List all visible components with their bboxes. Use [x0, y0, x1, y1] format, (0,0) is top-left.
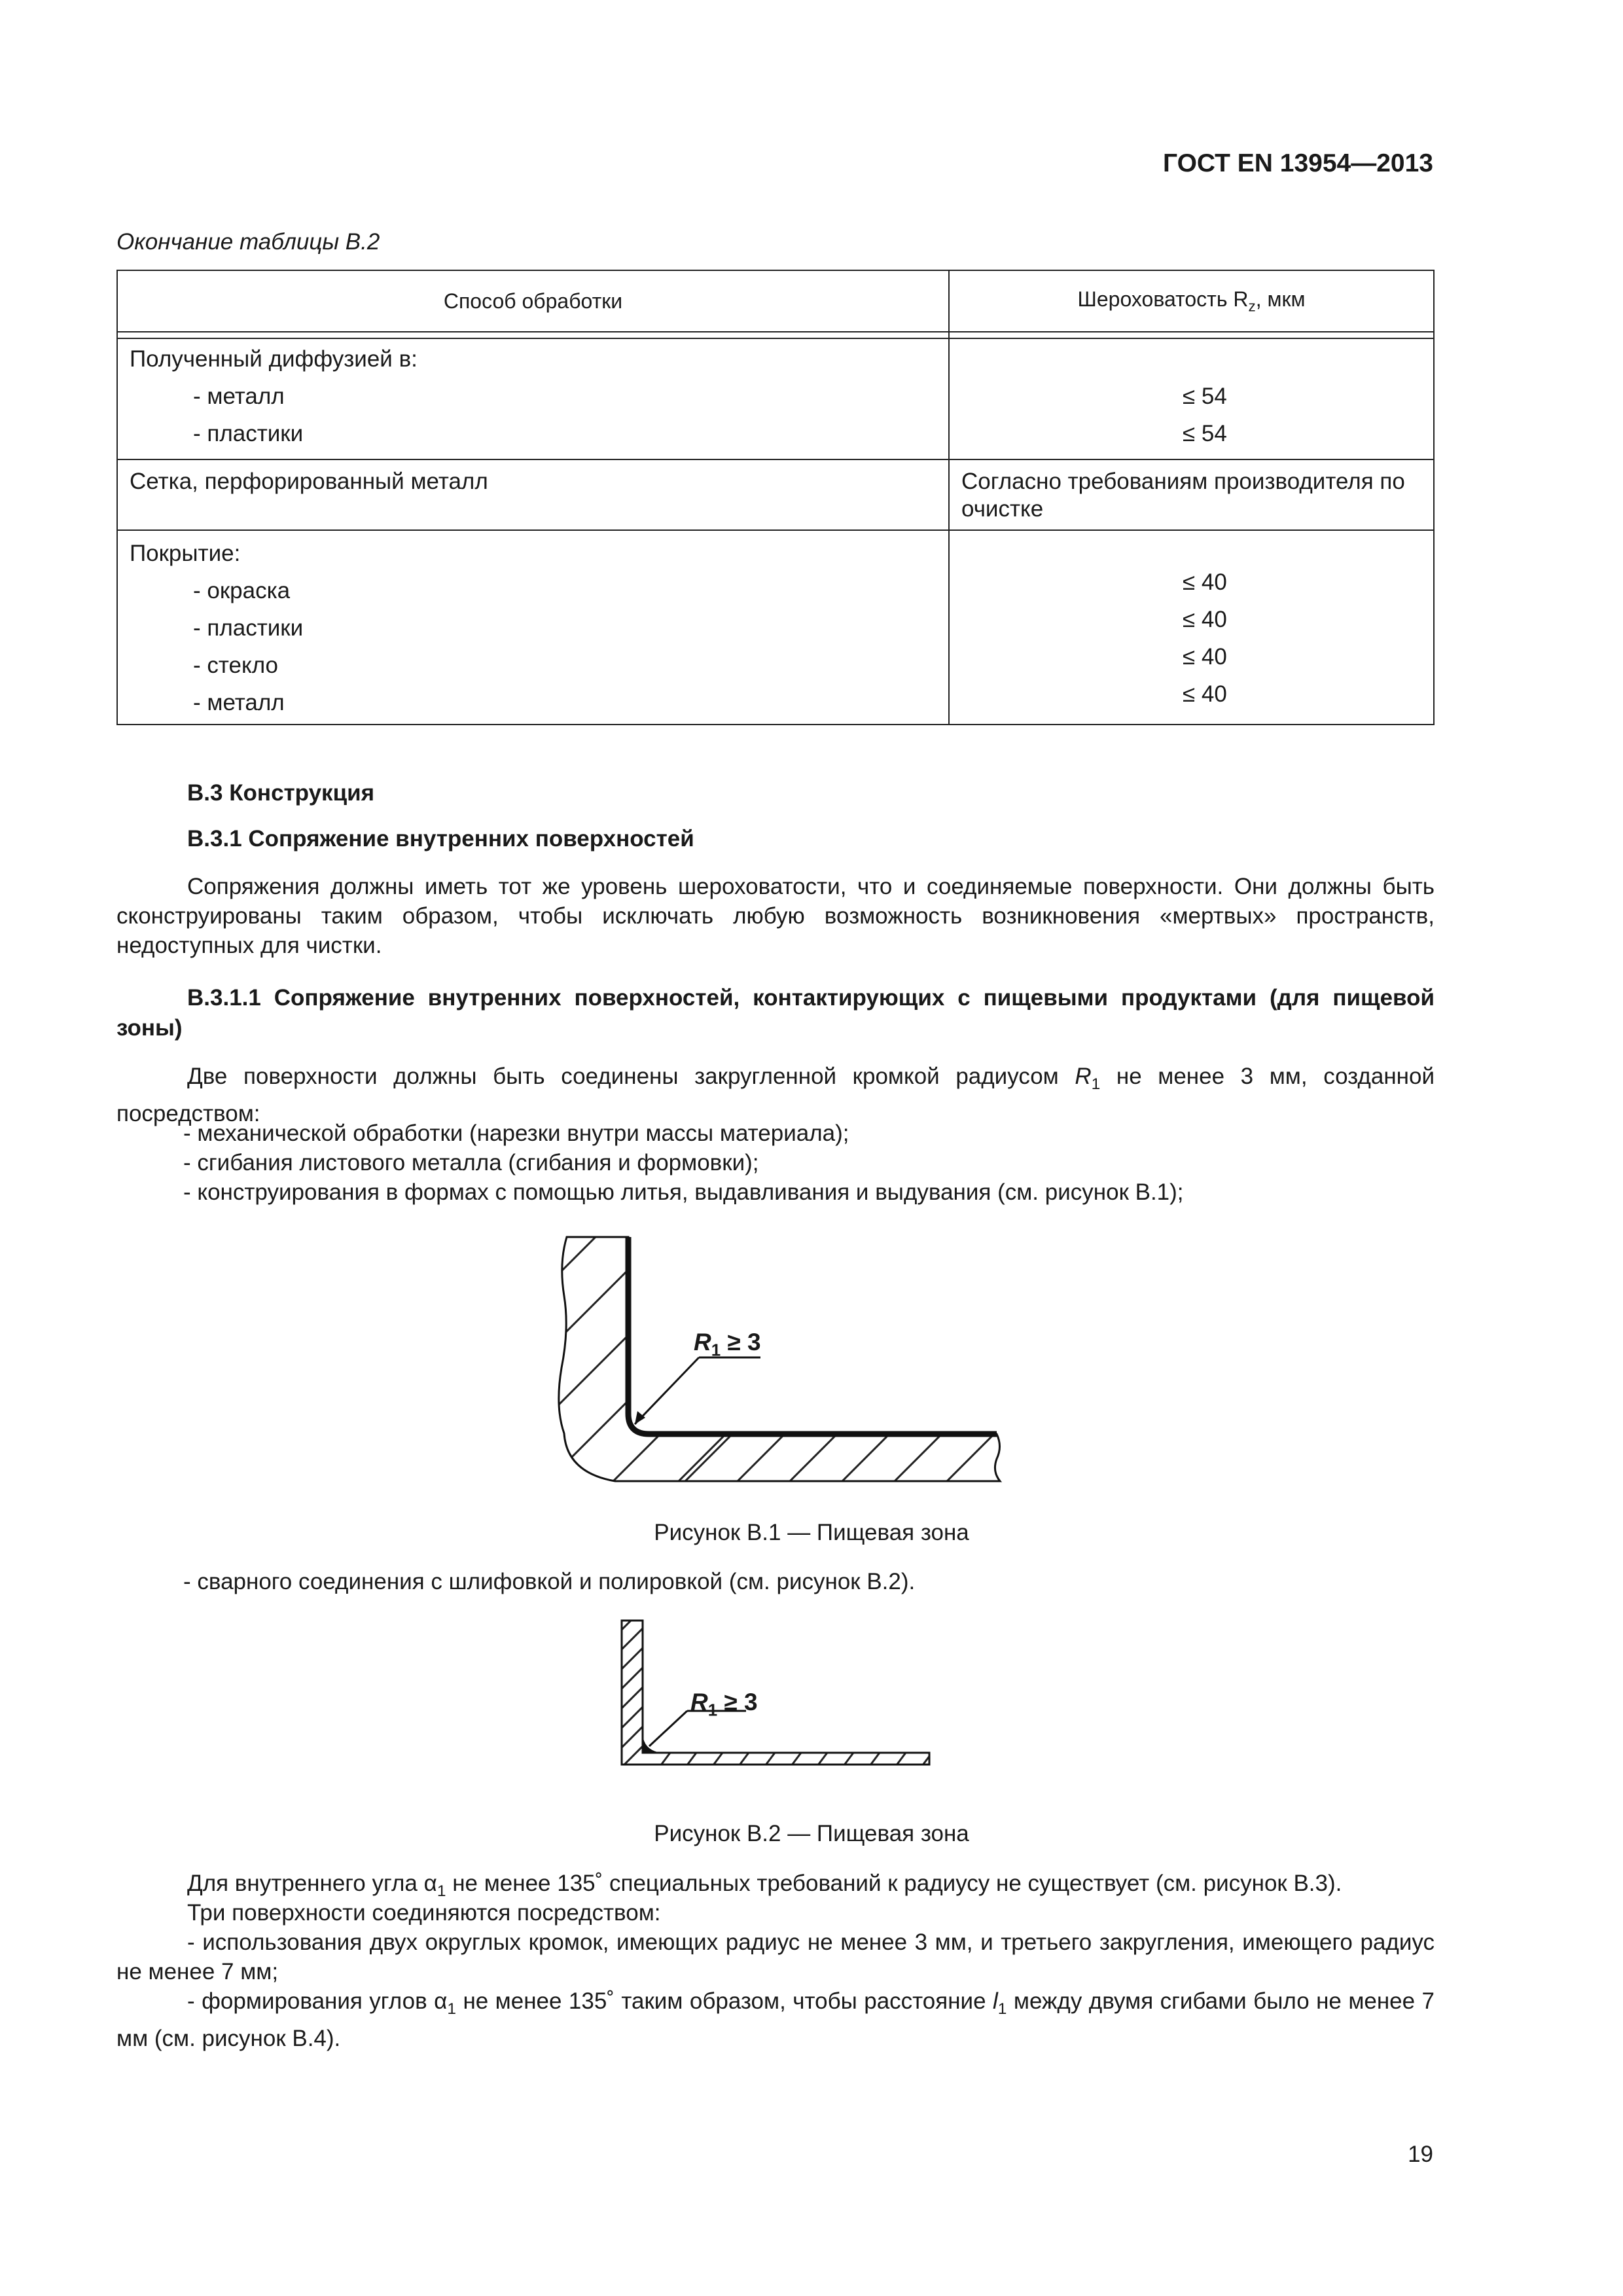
roughness-table	[116, 270, 1435, 725]
header-gap-row	[117, 332, 1434, 338]
col-header-roughness: Шероховатость $R_z$, мкм	[949, 270, 1434, 332]
row-value: ≤ 54	[1183, 421, 1227, 446]
figure-b2-label: $R_1 \ge 3$	[690, 1689, 758, 1720]
page-number: 19	[1408, 2142, 1433, 2167]
row-value: ≤ 40	[1183, 644, 1227, 670]
section-title-b311: В.3.1.1 Сопряжение внутренних поверхностей, контактирующих с пищевыми продуктами (для пищевой зоны)	[116, 985, 1435, 1041]
figure-b1-caption: Рисунок В.1 — Пищевая зона	[654, 1520, 969, 1545]
section-title-b3: В.3 Конструкция	[187, 780, 375, 806]
row-label: Покрытие:	[130, 541, 241, 566]
row-item: - пластики	[193, 421, 304, 446]
paragraph-three-surfaces: Три поверхности соединяются посредством:	[187, 1900, 661, 1926]
row-value: ≤ 54	[1183, 384, 1227, 409]
row-item: - стекло	[193, 653, 278, 678]
figure-b1-drawing	[550, 1224, 1014, 1486]
figure-b2-drawing	[615, 1610, 942, 1780]
row-item: - металл	[193, 690, 285, 715]
paragraph-inner-angle: Для внутреннего угла $\alpha_1$ не менее 135˚ специальных требований к радиусу не существует (см. рисунок В.3).	[187, 1871, 1342, 1900]
paragraph-two-edges: - использования двух округлых кромок, имеющих радиус не менее 3 мм, и третьего закругления, имеющего радиус не менее 7 мм;	[116, 1929, 1435, 1984]
section-title-b31: В.3.1 Сопряжение внутренних поверхностей	[187, 826, 694, 852]
table-caption: Окончание таблицы B.2	[116, 229, 380, 255]
figure-b2-caption: Рисунок В.2 — Пищевая зона	[654, 1821, 969, 1846]
table-row	[117, 338, 1434, 459]
row-label: Сетка, перфорированный металл	[130, 469, 488, 494]
row-item: - окраска	[193, 578, 291, 603]
col-header-method: Способ обработки	[117, 270, 949, 332]
table-row	[117, 459, 1434, 530]
paragraph-angles: - формирования углов $\alpha_1$ не менее 135˚ таким образом, чтобы расстояние $l_1$ между двумя сгибами было не менее 7 мм (см. рисунок В.4).	[116, 1988, 1435, 2051]
list-item: - сварного соединения с шлифовкой и полировкой (см. рисунок В.2).	[183, 1569, 916, 1594]
row-value: ≤ 40	[1183, 681, 1227, 707]
paragraph-b31: Сопряжения должны иметь тот же уровень шероховатости, что и соединяемые поверхности. Они должны быть сконструированы таким образом, чтобы исключать любую возможность возникновения «мертвых» пространств, недоступных для чистки.	[116, 874, 1435, 958]
table-header-row	[117, 270, 1434, 332]
row-value: Согласно требованиям производителя по очистке	[961, 469, 1405, 522]
list-item: - конструирования в формах с помощью литья, выдавливания и выдувания (см. рисунок В.1);	[183, 1179, 1184, 1205]
row-item: - металл	[193, 384, 285, 409]
row-value: ≤ 40	[1183, 607, 1227, 632]
row-value: ≤ 40	[1183, 569, 1227, 595]
table-row	[117, 530, 1434, 725]
list-item: - механической обработки (нарезки внутри массы материала);	[183, 1121, 849, 1146]
row-label: Полученный диффузией в:	[130, 346, 418, 372]
row-item: - пластики	[193, 615, 304, 641]
paragraph-b311: Две поверхности должны быть соединены закругленной кромкой радиусом $R_1$ не менее 3 мм, созданной посредством:	[116, 1064, 1435, 1126]
figure-b1-label: $R_1 \ge 3$	[694, 1329, 761, 1360]
document-code: ГОСТ EN 13954—2013	[1162, 149, 1433, 177]
list-item: - сгибания листового металла (сгибания и формовки);	[183, 1150, 759, 1175]
